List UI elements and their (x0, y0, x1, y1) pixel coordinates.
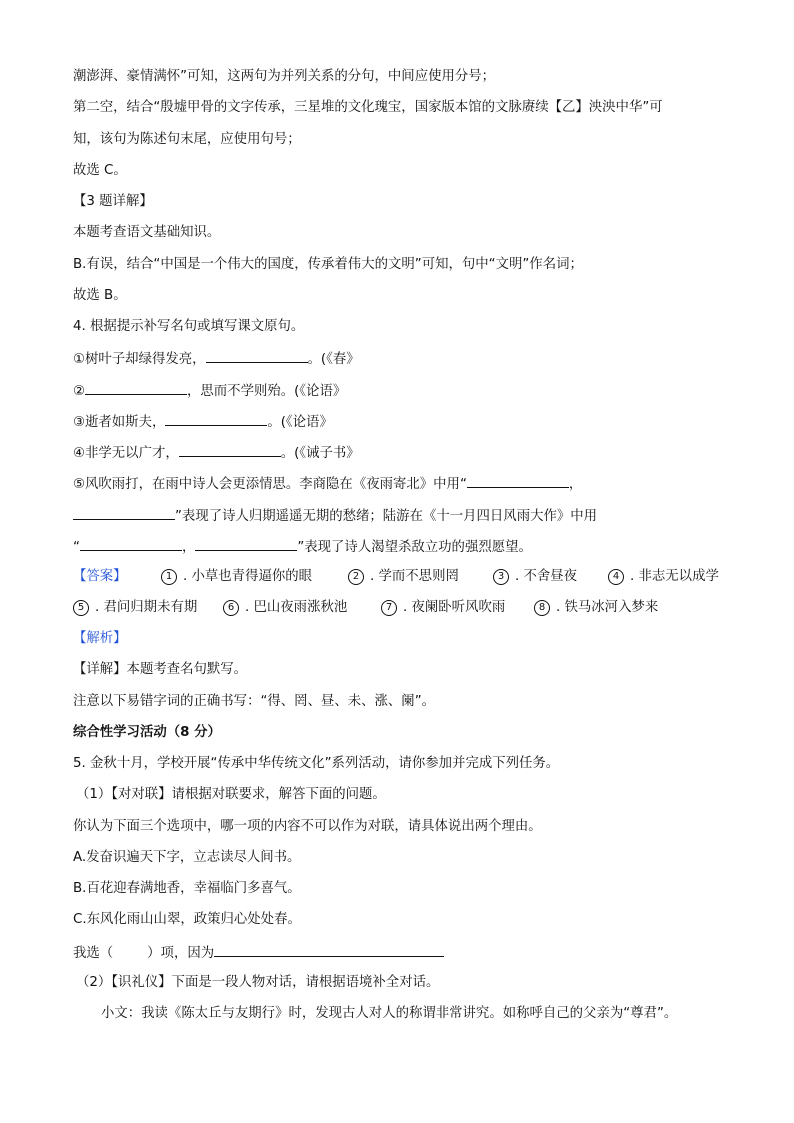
fill-line: “ ， ”表现了诗人渴望杀敌立功的强烈愿望。 (73, 536, 532, 558)
text-line: 第二空，结合“殷墟甲骨的文字传承，三星堆的文化瑰宝，国家版本馆的文脉赓续【乙】泱泱中华”可 (73, 100, 663, 115)
answer-item: 5 . 君问归期未有期 (73, 598, 197, 618)
answer-blank (195, 536, 297, 551)
text-line: B.有误，结合“中国是一个伟大的国度，传承着伟大的文明”可知，句中“文明”作名词； (73, 257, 583, 272)
text-line: 故选 C。 (73, 163, 127, 178)
text-line: 本题考查语文基础知识。 (73, 225, 221, 240)
answer-item: 2 . 学而不思则罔 (348, 567, 459, 587)
question-title: 4. 根据提示补写名句或填写课文原句。 (73, 319, 305, 334)
text-line: 知，该句为陈述句末尾，应使用句号； (73, 132, 301, 147)
answer-blank (165, 411, 267, 426)
dialog-line: 小文：我读《陈太丘与友期行》时，发现古人对人的称谓非常讲究。如称呼自己的父亲为“尊君”。 (101, 1006, 678, 1021)
answer-item: 7 . 夜阑卧听风吹雨 (381, 598, 505, 618)
answer-item: 6 . 巴山夜雨涨秋池 (223, 598, 347, 618)
text-line: 【详解】本题考查名句默写。 (73, 662, 248, 677)
answer-item: 1 . 小草也青得逼你的眼 (161, 567, 312, 587)
option-b: B.百花迎春满地香，幸福临门多喜气。 (73, 881, 301, 896)
fill-line: ”表现了诗人归期遥遥无期的愁绪；陆游在《十一月四日风雨大作》中用 (73, 505, 597, 527)
text-line: 故选 B。 (73, 288, 127, 303)
text-line: 你认为下面三个选项中，哪一项的内容不可以作为对联，请具体说出两个理由。 (73, 819, 542, 834)
analysis-tag: 【解析】 (73, 631, 127, 646)
fill-line: ①树叶子却绿得发亮， 。(《春》 (73, 348, 360, 370)
sub-question: （2）【识礼仪】下面是一段人物对话，请根据语境补全对话。 (76, 975, 440, 990)
fill-line: ⑤风吹雨打，在雨中诗人会更添情思。李商隐在《夜雨寄北》中用“ ， (73, 473, 582, 495)
answer-blank (214, 942, 444, 957)
answer-blank (206, 348, 308, 363)
sub-heading: 【3 题详解】 (73, 194, 153, 209)
option-c: C.东风化雨山山翠，政策归心处处春。 (73, 912, 301, 927)
answer-tag: 【答案】 (73, 569, 127, 584)
answer-item: 3 . 不舍昼夜 (493, 567, 577, 587)
question-title: 5. 金秋十月，学校开展“传承中华传统文化”系列活动，请你参加并完成下列任务。 (73, 756, 560, 771)
answer-blank (80, 536, 182, 551)
fill-line: ② ，思而不学则殆。(《论语》 (73, 380, 346, 402)
answer-blank (73, 505, 175, 520)
sub-question: （1）【对对联】请根据对联要求，解答下面的问题。 (76, 787, 386, 802)
text-line: 注意以下易错字词的正确书写：“得、罔、昼、未、涨、阑”。 (73, 694, 436, 709)
answer-row (73, 567, 733, 587)
choose-line: 我选（ ）项，因为 (73, 942, 444, 964)
answer-item: 8 . 铁马冰河入梦来 (534, 598, 658, 618)
fill-line: ③逝者如斯夫， 。(《论语》 (73, 411, 333, 433)
section-title: 综合性学习活动（8 分） (73, 725, 221, 740)
answer-blank (85, 380, 187, 395)
answer-item: 4 . 非志无以成学 (608, 567, 719, 587)
fill-line: ④非学无以广才， 。(《诫子书》 (73, 442, 360, 464)
answer-row (73, 598, 733, 618)
text-line: 潮澎湃、豪情满怀”可知，这两句为并列关系的分句，中间应使用分号； (73, 69, 496, 84)
option-a: A.发奋识遍天下字，立志读尽人间书。 (73, 850, 301, 865)
answer-blank (179, 442, 281, 457)
answer-blank (467, 473, 569, 488)
